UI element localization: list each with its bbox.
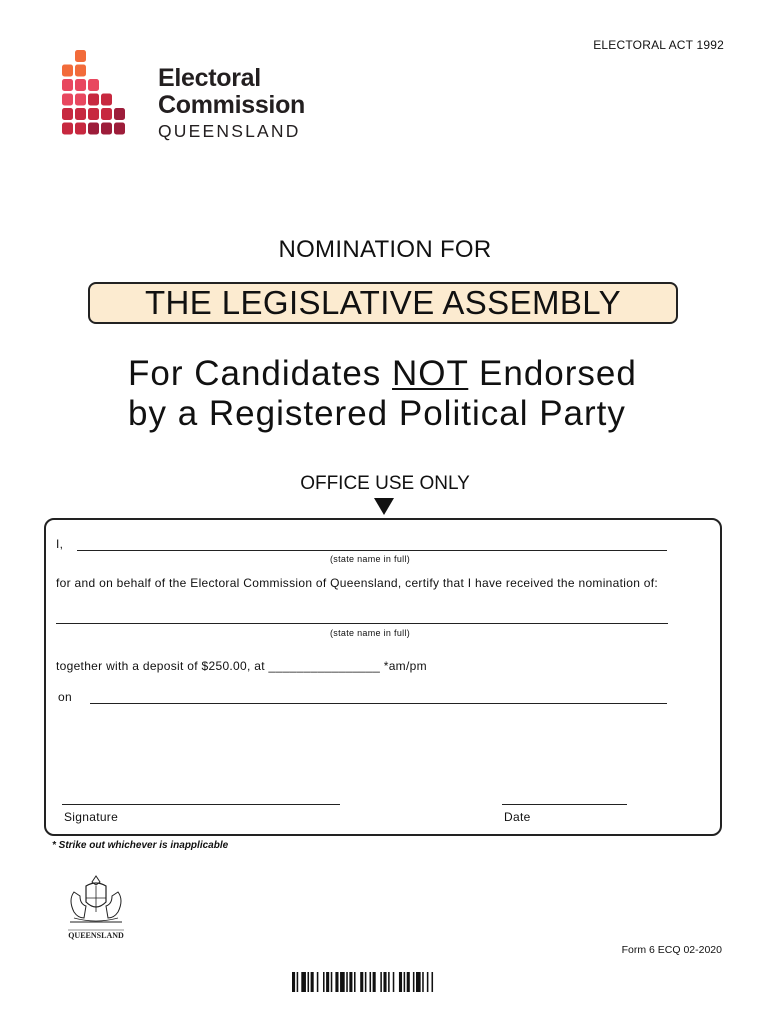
deposit-text: together with a deposit of $250.00, at ________________ *am/pm bbox=[56, 659, 427, 673]
logo-tile bbox=[101, 108, 112, 120]
barcode-bar bbox=[383, 972, 386, 992]
barcode-bar bbox=[297, 972, 299, 992]
barcode-bar bbox=[340, 972, 345, 992]
barcode-bar bbox=[407, 972, 410, 992]
barcode-bar bbox=[323, 972, 325, 992]
barcode-bar bbox=[308, 972, 310, 992]
signature-field[interactable] bbox=[62, 804, 340, 805]
strike-out-note: * Strike out whichever is inapplicable bbox=[52, 840, 229, 851]
logo-tile bbox=[114, 123, 125, 135]
logo-line-queensland: QUEENSLAND bbox=[158, 121, 301, 141]
barcode-bar bbox=[399, 972, 402, 992]
logo-tile bbox=[101, 123, 112, 135]
date-field[interactable] bbox=[502, 804, 627, 805]
logo-tile bbox=[75, 65, 86, 77]
subtitle-line-1 bbox=[128, 354, 637, 394]
ecq-logo-text bbox=[158, 66, 305, 141]
officer-name-field[interactable] bbox=[77, 550, 667, 551]
certify-text: for and on behalf of the Electoral Commission of Queensland, certify that I have received the nomination of: bbox=[56, 576, 659, 590]
logo-tile bbox=[75, 108, 86, 120]
nomination-for-heading: NOMINATION FOR bbox=[278, 236, 492, 263]
logo-tile bbox=[75, 94, 86, 106]
barcode-bar bbox=[404, 972, 406, 992]
nominee-name-field[interactable] bbox=[56, 623, 668, 624]
barcode-bar bbox=[373, 972, 376, 992]
signature-label: Signature bbox=[64, 810, 119, 824]
office-use-heading: OFFICE USE ONLY bbox=[300, 473, 470, 494]
queensland-coat-of-arms-icon bbox=[60, 872, 132, 944]
logo-tile bbox=[88, 123, 99, 135]
barcode-bar bbox=[317, 972, 319, 992]
logo-tile bbox=[88, 108, 99, 120]
barcode-bar bbox=[393, 972, 395, 992]
logo-tile bbox=[62, 94, 73, 106]
ecq-logo-mark-icon bbox=[60, 48, 130, 138]
logo-tile bbox=[114, 108, 125, 120]
logo-line-commission: Commission bbox=[158, 91, 306, 119]
office-use-box bbox=[44, 518, 722, 836]
subtitle-pre: For Candidates bbox=[128, 354, 393, 393]
logo-tile bbox=[62, 123, 73, 135]
barcode-bar bbox=[292, 972, 295, 992]
crest-label: QUEENSLAND bbox=[68, 931, 124, 940]
logo-tile bbox=[62, 65, 73, 77]
barcode-bar bbox=[346, 972, 348, 992]
barcode-bar bbox=[354, 972, 356, 992]
logo-tile bbox=[75, 50, 86, 62]
barcode-bar bbox=[380, 972, 382, 992]
act-label: ELECTORAL ACT 1992 bbox=[593, 38, 724, 52]
logo-tile bbox=[62, 108, 73, 120]
barcode-bar bbox=[416, 972, 421, 992]
barcode-bar bbox=[360, 972, 363, 992]
form-number: Form 6 ECQ 02-2020 bbox=[621, 944, 722, 956]
i-label: I, bbox=[56, 537, 64, 551]
logo-tile bbox=[88, 79, 99, 91]
state-name-hint-2: (state name in full) bbox=[330, 628, 411, 638]
received-on-field[interactable] bbox=[90, 703, 667, 704]
state-name-hint-1: (state name in full) bbox=[330, 554, 411, 564]
barcode-bar bbox=[432, 972, 434, 992]
subtitle-post: Endorsed bbox=[468, 354, 637, 393]
barcode-bar bbox=[326, 972, 329, 992]
barcode-bar bbox=[413, 972, 415, 992]
barcode-bar bbox=[370, 972, 372, 992]
subtitle-line-2: by a Registered Political Party bbox=[128, 394, 626, 433]
subtitle-not: NOT bbox=[392, 354, 469, 393]
barcode-bar bbox=[301, 972, 306, 992]
barcode-bar bbox=[311, 972, 314, 992]
legislative-assembly-banner: THE LEGISLATIVE ASSEMBLY bbox=[88, 282, 678, 324]
logo-line-electoral: Electoral bbox=[158, 64, 261, 92]
barcode-bar bbox=[427, 972, 429, 992]
barcode-bar bbox=[349, 972, 352, 992]
barcode-bar bbox=[388, 972, 390, 992]
on-label: on bbox=[58, 690, 72, 704]
barcode-bar bbox=[365, 972, 367, 992]
barcode-bar bbox=[331, 972, 333, 992]
logo-tile bbox=[75, 123, 86, 135]
logo-tile bbox=[101, 94, 112, 106]
barcode-bar bbox=[422, 972, 424, 992]
barcode-bar bbox=[335, 972, 338, 992]
logo-tile bbox=[75, 79, 86, 91]
logo-tile bbox=[62, 79, 73, 91]
barcode-icon bbox=[292, 972, 480, 992]
date-label: Date bbox=[504, 810, 531, 824]
logo-tile bbox=[88, 94, 99, 106]
down-arrow-icon bbox=[374, 498, 394, 515]
